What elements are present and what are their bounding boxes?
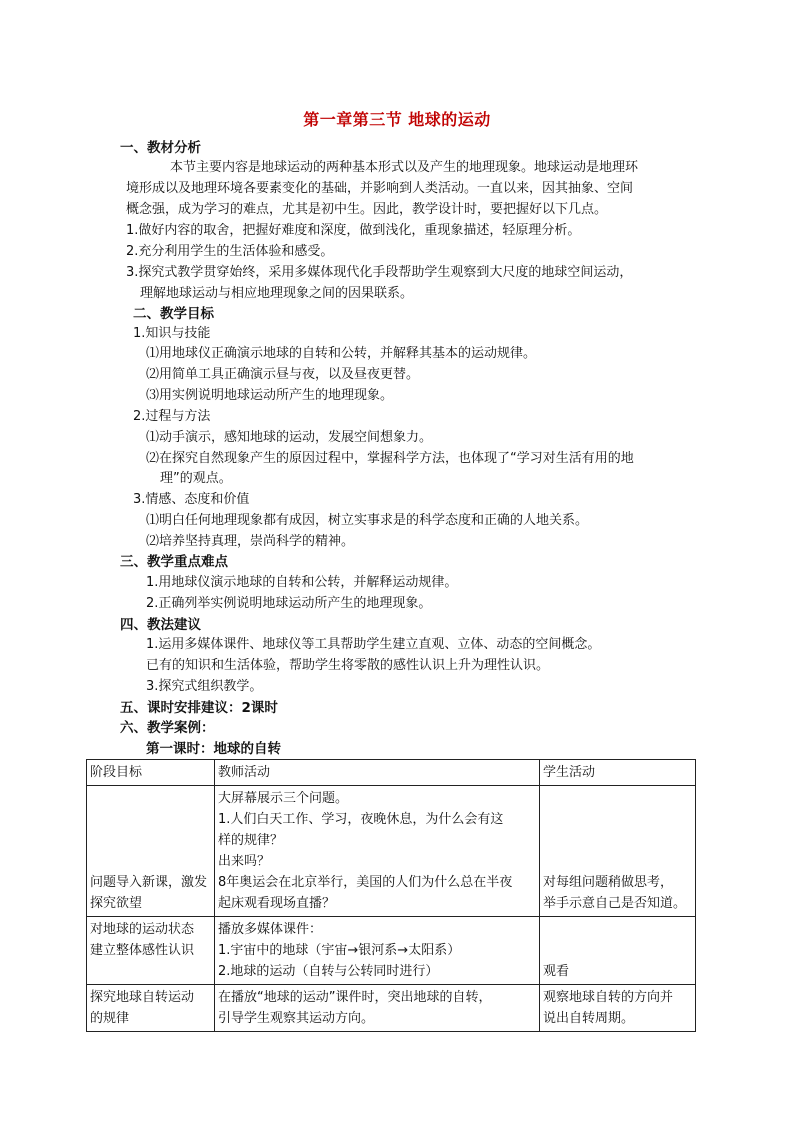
list-item: 2.充分利用学生的生活体验和感受。 [126,244,334,259]
list-item: ⑵培养坚持真理，崇尚科学的精神。 [146,534,355,549]
list-item: ⑴用地球仪正确演示地球的自转和公转，并解释其基本的运动规律。 [146,346,537,361]
cell-text: 观看 [543,964,570,979]
cell-text: 样的规律？ [218,833,284,848]
cell-text: 8年奥运会在北京举行，美国的人们为什么总在半夜 [218,875,513,890]
table-cell-teacher [215,985,540,1032]
list-item: 1.运用多媒体课件、地球仪等工具帮助学生建立直观、立体、动态的空间概念。 [146,637,601,652]
cell-text: 对每组问题稍做思考， [543,875,674,890]
table-cell-teacher [215,917,540,985]
list-item: ⑵用简单工具正确演示昼与夜，以及昼夜更替。 [146,367,420,382]
cell-text: 问题导入新课，激发 [90,875,208,890]
section-heading-key-points: 三、教学重点难点 [120,554,228,570]
table-row [87,985,696,1032]
subsection-heading: 2.过程与方法 [133,409,211,424]
cell-text: 1.宇宙中的地球（宇宙→银河系→太阳系） [218,943,461,958]
list-item: ⑴明白任何地理现象都有成因，树立实事求是的科学态度和正确的人地关系。 [146,513,589,528]
list-item: ⑵在探究自然现象产生的原因过程中，掌握科学方法，也体现了“学习对生活有用的地 [146,451,634,466]
cell-text: 说出自转周期。 [543,1011,635,1026]
table-row [87,917,696,985]
table-cell-stage [87,985,215,1032]
table-cell-student [540,985,696,1032]
list-item-continued: 理解地球运动与相应地理现象之间的因果联系。 [140,286,414,301]
section-heading-objectives: 二、教学目标 [133,306,214,322]
cell-text: 在播放“地球的运动”课件时，突出地球的自转， [218,990,492,1005]
section-heading-materials: 一、教材分析 [120,140,201,156]
cell-text: 2.地球的运动（自转与公转同时进行） [218,964,439,979]
table-cell-teacher [215,786,540,917]
table-cell-student [540,917,696,985]
list-item: ⑶用实例说明地球运动所产生的地理现象。 [146,388,394,403]
list-item: 2.正确列举实例说明地球运动所产生的地理现象。 [146,596,432,611]
lesson-subtitle: 第一课时：地球的自转 [146,741,281,757]
table-cell-stage [87,917,215,985]
subsection-heading: 3.情感、态度和价值 [133,492,250,507]
table-header-cell: 阶段目标 [87,760,215,786]
paragraph-line: 本节主要内容是地球运动的两种基本形式以及产生的地理现象。地球运动是地理环 [170,160,639,175]
list-item: 3.探究式组织教学。 [146,679,263,694]
table-row [87,786,696,917]
table-cell-stage [87,786,215,917]
table-header-cell: 教师活动 [215,760,540,786]
cell-text: 出来吗？ [218,854,271,869]
cell-text: 大屏幕展示三个问题。 [218,791,349,806]
cell-text: 举手示意自己是否知道。 [543,896,687,911]
section-heading-schedule: 五、课时安排建议：2课时 [120,700,278,716]
table-cell-student [540,786,696,917]
table-header-cell: 学生活动 [540,760,696,786]
cell-text: 播放多媒体课件： [218,922,323,937]
cell-text: 的规律 [90,1011,130,1026]
list-item: 1.用地球仪演示地球的自转和公转，并解释运动规律。 [146,575,458,590]
list-item-continued: 理”的观点。 [160,471,232,486]
list-item: 1.做好内容的取舍，把握好难度和深度，做到浅化，重现象描述，轻原理分析。 [126,223,581,238]
cell-text: 观察地球自转的方向并 [543,990,674,1005]
document-title: 第一章第三节 地球的运动 [303,110,491,129]
paragraph-line: 概念强，成为学习的难点，尤其是初中生。因此，教学设计时，要把握好以下几点。 [126,202,608,217]
list-item: 3.探究式教学贯穿始终，采用多媒体现代化手段帮助学生观察到大尺度的地球空间运动， [126,265,633,280]
list-item: 已有的知识和生活体验，帮助学生将零散的感性认识上升为理性认识。 [146,658,550,673]
section-heading-case: 六、教学案例： [120,720,215,736]
lesson-plan-table [86,759,696,1032]
paragraph-line: 境形成以及地理环境各要素变化的基础，并影响到人类活动。一直以来，因其抽象、空间 [126,181,634,196]
cell-text: 起床观看现场直播？ [218,896,336,911]
cell-text: 1.人们白天工作、学习，夜晚休息，为什么会有这 [218,812,504,827]
cell-text: 探究地球自转运动 [90,990,195,1005]
cell-text: 探究欲望 [90,896,143,911]
subsection-heading: 1.知识与技能 [133,326,211,341]
list-item: ⑴动手演示，感知地球的运动，发展空间想象力。 [146,430,433,445]
cell-text: 建立整体感性认识 [90,943,195,958]
section-heading-teaching-methods: 四、教法建议 [120,617,201,633]
cell-text: 对地球的运动状态 [90,922,195,937]
table-header-row [87,760,696,786]
cell-text: 引导学生观察其运动方向。 [218,1011,375,1026]
